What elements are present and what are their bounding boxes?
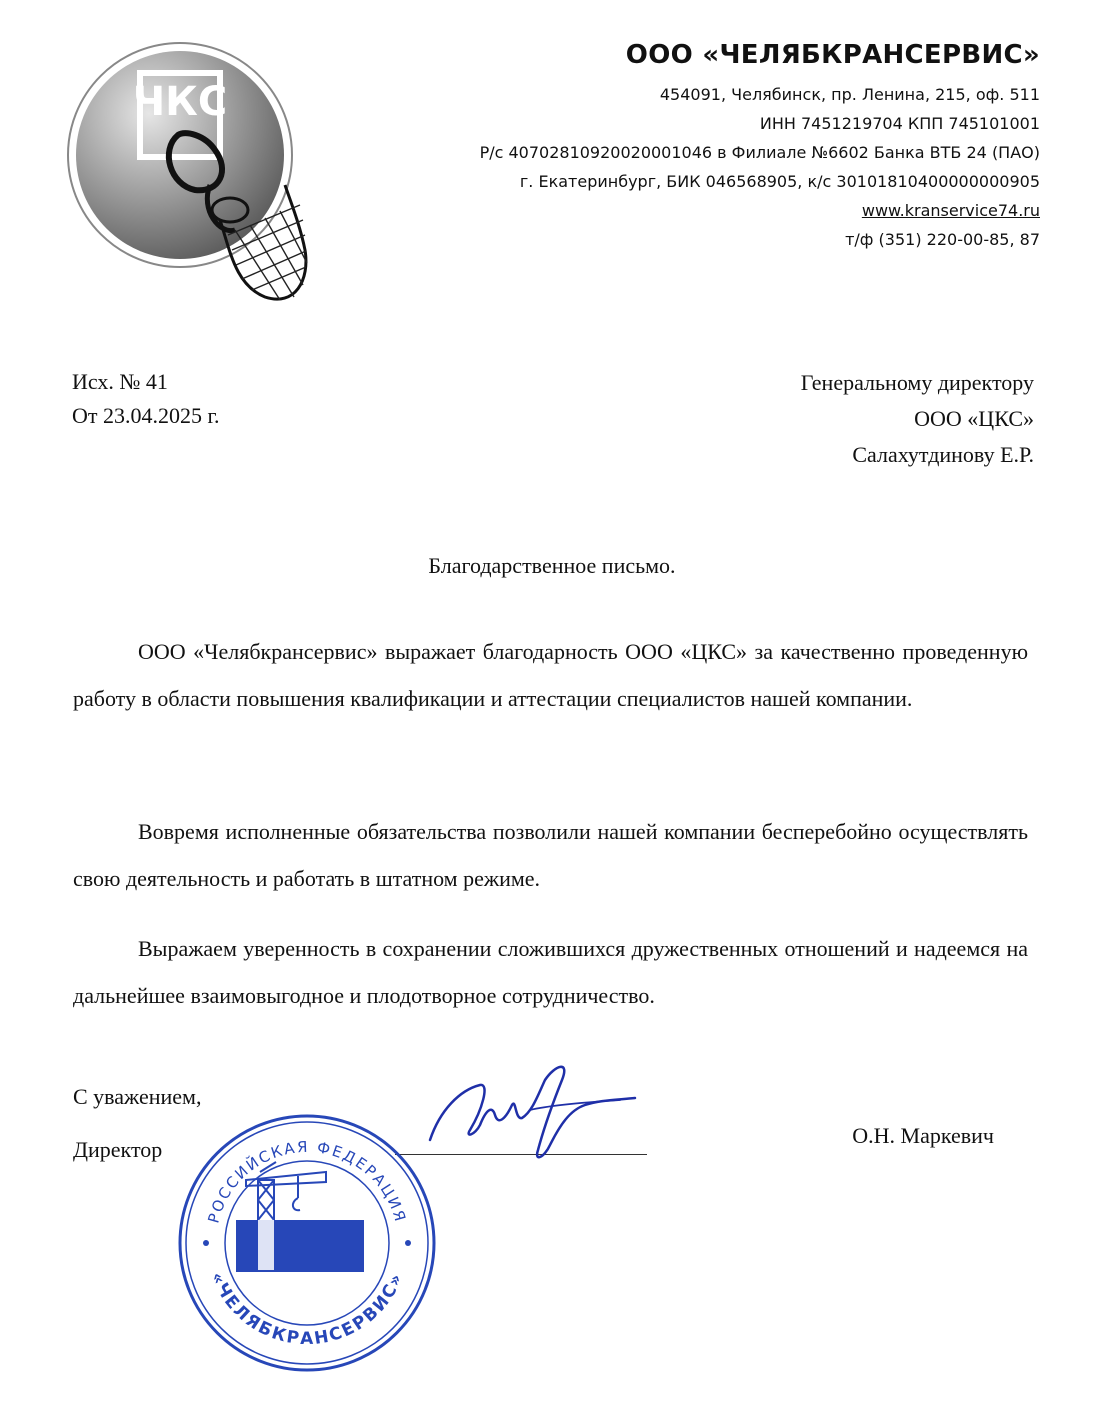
director-signature bbox=[420, 1050, 640, 1170]
company-account: Р/с 40702810920020001046 в Филиале №6602 Банка ВТБ 24 (ПАО) bbox=[479, 143, 1040, 162]
stamp-bottom-text: «ЧЕЛЯБКРАНСЕРВИС» bbox=[206, 1269, 408, 1350]
addressee-person: Салахутдинову Е.Р. bbox=[852, 442, 1034, 467]
paragraph-text: ООО «Челябкрансервис» выражает благодарность ООО «ЦКС» за качественно проведенную работу в области повышения квалификации и аттестации специалистов нашей компании. bbox=[73, 639, 1028, 711]
closing-regards: С уважением, bbox=[73, 1084, 202, 1109]
company-stamp bbox=[176, 1112, 438, 1374]
company-phone: т/ф (351) 220-00-85, 87 bbox=[845, 230, 1040, 249]
svg-text:РОССИЙСКАЯ ФЕДЕРАЦИЯ bbox=[204, 1138, 409, 1225]
outgoing-number: Исх. № 41 bbox=[72, 369, 168, 394]
signer-position: Директор bbox=[73, 1137, 163, 1162]
company-website-link[interactable]: www.kranservice74.ru bbox=[861, 201, 1040, 220]
letter-reference bbox=[72, 365, 220, 433]
stamp-top-text: РОССИЙСКАЯ ФЕДЕРАЦИЯ bbox=[204, 1137, 410, 1226]
svg-text:«ЧЕЛЯБКРАНСЕРВИС» bbox=[206, 1269, 407, 1349]
addressee-company: ООО «ЦКС» bbox=[914, 406, 1034, 431]
letter-date: От 23.04.2025 г. bbox=[72, 403, 220, 428]
addressee bbox=[801, 365, 1034, 473]
company-inn-kpp: ИНН 7451219704 КПП 745101001 bbox=[759, 114, 1040, 133]
letterhead bbox=[480, 40, 1040, 254]
company-address: 454091, Челябинск, пр. Ленина, 215, оф. 511 bbox=[659, 85, 1040, 104]
paragraph-text: Выражаем уверенность в сохранении сложившихся дружественных отношений и надеемся на дальнейшее взаимовыгодное и плодотворное сотрудничество. bbox=[73, 936, 1028, 1008]
letter-paragraph bbox=[73, 628, 1028, 722]
company-name: ООО «ЧЕЛЯБКРАНСЕРВИС» bbox=[625, 40, 1040, 70]
letter-paragraph bbox=[73, 808, 1028, 902]
paragraph-text: Вовремя исполненные обязательства позволили нашей компании бесперебойно осуществлять свою деятельность и работать в штатном режиме. bbox=[73, 819, 1028, 891]
letter-title: Благодарственное письмо. bbox=[428, 553, 676, 578]
logo-text: ЧКС bbox=[132, 79, 228, 125]
letter-paragraph bbox=[73, 925, 1028, 1019]
addressee-position: Генеральному директору bbox=[800, 370, 1034, 395]
company-logo bbox=[60, 35, 330, 315]
signer-name: О.Н. Маркевич bbox=[852, 1123, 994, 1148]
company-bank: г. Екатеринбург, БИК 046568905, к/с 30101810400000000905 bbox=[519, 172, 1040, 191]
